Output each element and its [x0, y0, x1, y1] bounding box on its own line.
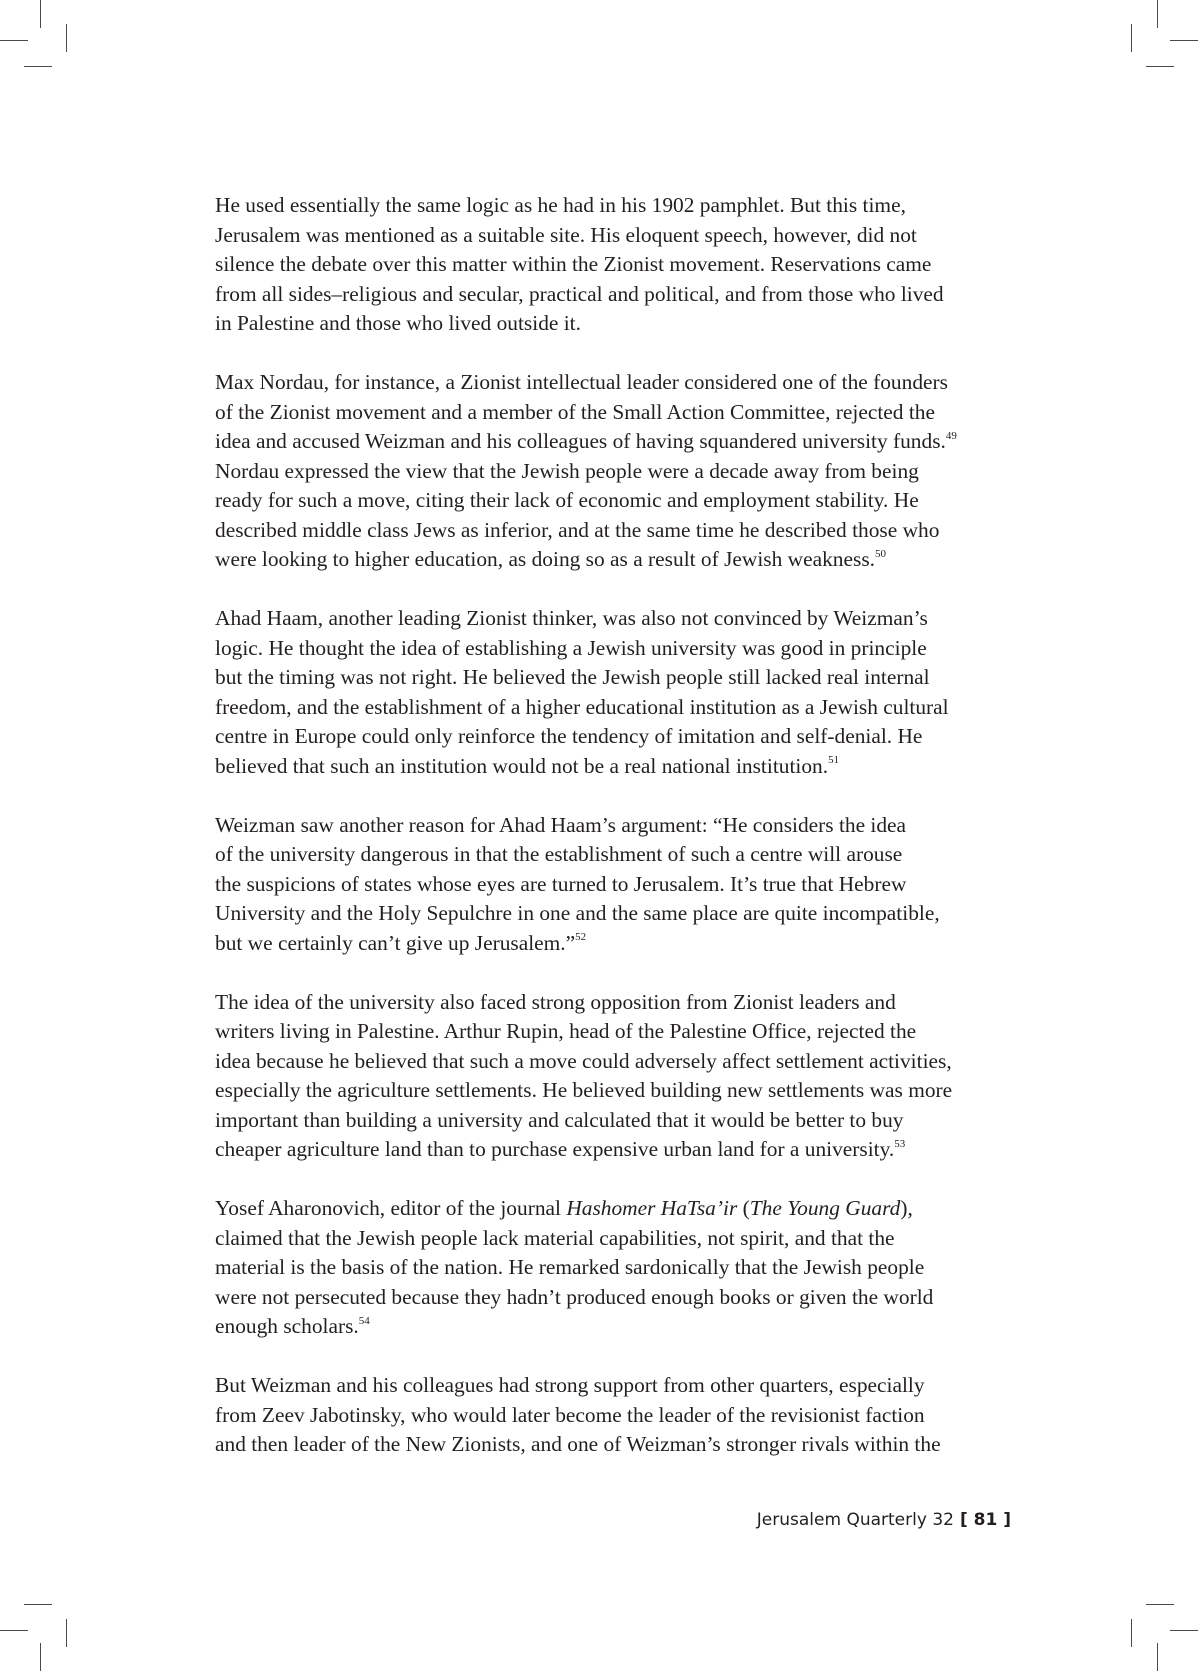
text-line: idea because he believed that such a move could adversely affect settlement activities,: [215, 1048, 952, 1073]
text-line: Nordau expressed the view that the Jewish people were a decade away from being: [215, 458, 919, 483]
paragraph: [215, 368, 1015, 575]
text-line: [215, 1312, 1015, 1342]
text-line: But Weizman and his colleagues had strong support from other quarters, especially: [215, 1373, 925, 1397]
text-fragment: idea and accused Weizman and his colleagues of having squandered university funds.: [215, 429, 946, 453]
text-fragment: were looking to higher education, as doing so as a result of Jewish weakness.: [215, 547, 875, 571]
footnote-ref: 52: [575, 931, 587, 944]
crop-mark: [1146, 1604, 1174, 1605]
crop-mark: [1131, 24, 1132, 52]
text-line: and then leader of the New Zionists, and one of Weizman’s stronger rivals within the: [215, 1432, 941, 1456]
text-fragment: (: [737, 1196, 750, 1220]
text-fragment: Yosef Aharonovich, editor of the journal: [215, 1196, 567, 1220]
paragraph: [215, 1371, 1015, 1460]
text-line: from Zeev Jabotinsky, who would later become the leader of the revisionist faction: [215, 1402, 925, 1427]
text-line: but the timing was not right. He believed the Jewish people still lacked real internal: [215, 665, 930, 689]
crop-mark: [24, 66, 52, 67]
text-line: [215, 1194, 1015, 1224]
paragraph: [215, 191, 1015, 339]
journal-name: Jerusalem Quarterly 32: [756, 1510, 954, 1530]
text-line: ready for such a move, citing their lack of economic and employment stability. He: [215, 488, 919, 512]
text-line: The idea of the university also faced strong opposition from Zionist leaders and: [215, 989, 896, 1014]
journal-title-translation: The Young Guard: [749, 1196, 901, 1220]
text-line: [215, 427, 1015, 457]
text-line: Jerusalem was mentioned as a suitable site. His eloquent speech, however, did not: [215, 222, 917, 247]
text-line: described middle class Jews as inferior, and at the same time he described those who: [215, 517, 940, 542]
page-footer: [757, 1510, 1011, 1530]
text-line: University and the Holy Sepulchre in one and the same place are quite incompatible,: [215, 901, 940, 925]
text-line: He used essentially the same logic as he had in his 1902 pamphlet. But this time,: [215, 193, 906, 217]
text-line: of the Zionist movement and a member of the Small Action Committee, rejected the: [215, 399, 935, 424]
text-fragment: ),: [900, 1196, 913, 1220]
footnote-ref: 53: [894, 1137, 906, 1150]
crop-mark: [1170, 40, 1198, 41]
text-line: [215, 752, 1015, 782]
page-number: [ 81 ]: [959, 1510, 1011, 1530]
text-line: logic. He thought the idea of establishing a Jewish university was good in principle: [215, 635, 927, 660]
crop-mark: [0, 40, 28, 41]
crop-mark: [1170, 1630, 1198, 1631]
crop-mark: [40, 0, 41, 28]
paragraph: [215, 988, 1015, 1165]
crop-mark: [40, 1643, 41, 1671]
crop-mark: [24, 1604, 52, 1605]
text-line: the suspicions of states whose eyes are turned to Jerusalem. It’s true that Hebrew: [215, 871, 907, 896]
footnote-ref: 49: [945, 429, 957, 442]
text-line: material is the basis of the nation. He remarked sardonically that the Jewish people: [215, 1255, 925, 1279]
crop-mark: [66, 24, 67, 52]
footnote-ref: 51: [828, 754, 840, 767]
text-line: in Palestine and those who lived outside it.: [215, 311, 581, 335]
text-line: [215, 929, 1015, 959]
text-line: Weizman saw another reason for Ahad Haam’s argument: “He considers the idea: [215, 812, 907, 837]
text-line: were not persecuted because they hadn’t produced enough books or given the world: [215, 1284, 934, 1309]
footnote-ref: 50: [875, 547, 886, 560]
paragraph: [215, 1194, 1015, 1342]
footnote-ref: 54: [358, 1314, 370, 1327]
text-fragment: but we certainly can’t give up Jerusalem.”: [215, 930, 576, 955]
text-fragment: believed that such an institution would not be a real national institution.: [215, 753, 829, 778]
crop-mark: [1131, 1619, 1132, 1647]
text-line: Max Nordau, for instance, a Zionist intellectual leader considered one of the founders: [215, 370, 948, 394]
text-line: freedom, and the establishment of a higher educational institution as a Jewish cultural: [215, 694, 949, 719]
text-line: [215, 545, 1015, 575]
text-line: claimed that the Jewish people lack material capabilities, not spirit, and that the: [215, 1225, 895, 1250]
text-line: centre in Europe could only reinforce the tendency of imitation and self-denial. He: [215, 724, 923, 748]
article-body: [215, 191, 1015, 1460]
text-line: from all sides–religious and secular, practical and political, and from those who lived: [215, 281, 944, 306]
text-fragment: enough scholars.: [215, 1314, 359, 1338]
crop-mark: [1157, 1643, 1158, 1671]
text-line: Ahad Haam, another leading Zionist thinker, was also not convinced by Weizman’s: [215, 606, 928, 630]
text-line: of the university dangerous in that the establishment of such a centre will arouse: [215, 842, 903, 866]
paragraph: [215, 811, 1015, 959]
crop-mark: [0, 1630, 28, 1631]
journal-title: Hashomer HaTsa’ir: [566, 1196, 738, 1220]
crop-mark: [1157, 0, 1158, 28]
text-fragment: cheaper agriculture land than to purchase expensive urban land for a university.: [215, 1137, 895, 1161]
text-line: important than building a university and calculated that it would be better to buy: [215, 1107, 904, 1132]
text-line: writers living in Palestine. Arthur Rupin, head of the Palestine Office, rejected the: [215, 1019, 917, 1043]
crop-mark: [66, 1619, 67, 1647]
crop-mark: [1146, 66, 1174, 67]
paragraph: [215, 604, 1015, 781]
text-line: silence the debate over this matter within the Zionist movement. Reservations came: [215, 252, 932, 276]
text-line: especially the agriculture settlements. He believed building new settlements was more: [215, 1078, 953, 1102]
text-line: [215, 1135, 1015, 1165]
